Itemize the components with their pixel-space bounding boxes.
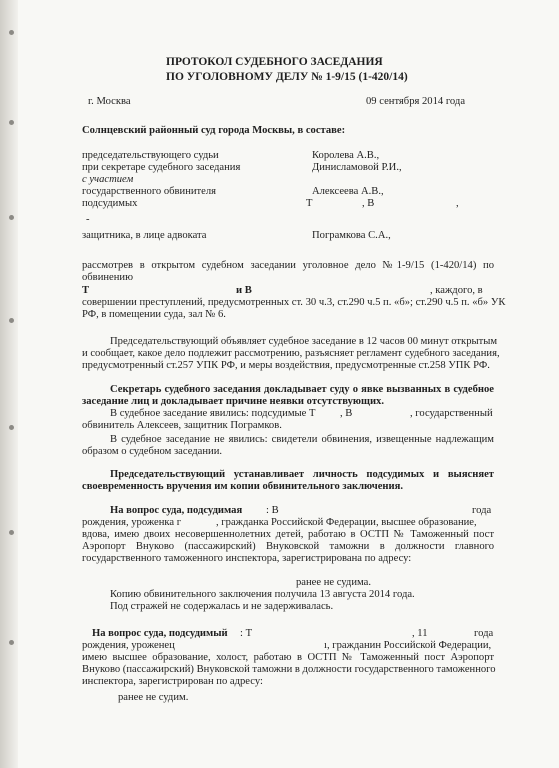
p6-line: Внуково (пассажирский) Внуковской таможни в должности государственного таможенного xyxy=(82,664,496,675)
defendant-1: Т xyxy=(306,198,313,209)
p3-line: , государственный xyxy=(410,408,493,419)
binding-hole xyxy=(9,640,14,645)
p1-line: рассмотрев в открытом судебном заседании уголовное дело №1-9/15 (1-420/14) по xyxy=(82,260,494,271)
p6-defendant: : Т xyxy=(240,628,253,639)
p4-heading: своевременность вручения им копии обвинительного заключения. xyxy=(82,481,403,492)
p1-line: РФ, в помещении суда, зал № 6. xyxy=(82,309,226,320)
p3-heading: Секретарь судебного заседания докладывает суду о явке вызванных в судебное xyxy=(110,384,494,395)
p6-heading: На вопрос суда, подсудимый xyxy=(92,628,228,639)
p5-defendant: : В xyxy=(266,505,279,516)
p5-heading: На вопрос суда, подсудимая xyxy=(110,505,243,516)
p5-line: Аэропорт Внуково (пассажирский) Внуковской таможни в должности главного xyxy=(82,541,494,552)
p5-line: вдова, имею двоих несовершеннолетних детей, работаю в ОСТП № Таможенный пост xyxy=(82,529,494,540)
p6-line: имею высшее образование, холост, работаю в ОСТП № Таможенный пост Аэропорт xyxy=(82,652,494,663)
binding-hole xyxy=(9,530,14,535)
p3-line: В судебное заседание явились: подсудимые Т xyxy=(110,408,316,419)
defender-name: Пограмкова С.А., xyxy=(312,230,391,241)
secretary-name: Динисламовой Р.И., xyxy=(312,162,402,173)
defendant-2: , В xyxy=(362,198,375,209)
chair-label: председательствующего судьи xyxy=(82,150,219,161)
binding-hole xyxy=(9,318,14,323)
p5-line: , гражданка Российской Федерации, высшее образование, xyxy=(216,517,477,528)
p6-line: инспектора, зарегистрирован по адресу: xyxy=(82,676,263,687)
with-participation: с участием xyxy=(82,174,134,185)
doc-title: ПРОТОКОЛ СУДЕБНОГО ЗАСЕДАНИЯ xyxy=(166,56,383,68)
binding-hole xyxy=(9,215,14,220)
p3-line: обвинитель Алексеев, защитник Пограмков. xyxy=(82,420,282,431)
p6-line: ı, гражданин Российской Федерации, xyxy=(324,640,492,651)
p3-line: , В xyxy=(340,408,353,419)
chair-name: Королева А.В., xyxy=(312,150,380,161)
secretary-label: при секретаре судебного заседания xyxy=(82,162,241,173)
p6-year: года xyxy=(474,628,494,639)
p3-line: В судебное заседание не явились: свидетели обвинения, извещенные надлежащим xyxy=(110,434,494,445)
city: г. Москва xyxy=(88,96,131,107)
p1-defendant-1: Т xyxy=(82,285,90,296)
p6-line: рождения, уроженец xyxy=(82,640,175,651)
defendant-end: , xyxy=(456,198,459,209)
p2-line: предусмотренный ст.257 УПК РФ, и меры воздействия, предусмотренные ст.258 УПК РФ. xyxy=(82,360,490,371)
p6-line: ранее не судим. xyxy=(118,692,189,703)
binding-hole xyxy=(9,120,14,125)
p3-heading: заседание лиц и докладывает причине неявки отсутствующих. xyxy=(82,396,384,407)
p5-line: Копию обвинительного заключения получила 13 августа 2014 года. xyxy=(110,589,415,600)
dash-mark: - xyxy=(86,214,90,225)
doc-subtitle: ПО УГОЛОВНОМУ ДЕЛУ № 1-9/15 (1-420/14) xyxy=(166,71,408,83)
p2-line: Председательствующий объявляет судебное заседание в 12 часов 00 минут открытым xyxy=(110,336,498,347)
binding-hole xyxy=(9,425,14,430)
p5-year: года xyxy=(472,505,492,516)
p1-line: , каждого, в xyxy=(430,285,483,296)
p1-line: обвинению xyxy=(82,272,133,283)
p5-line: рождения, уроженка г xyxy=(82,517,182,528)
prosecutor-name: Алексеева А.В., xyxy=(312,186,384,197)
prosecutor-label: государственного обвинителя xyxy=(82,186,217,197)
p5-line: государственного таможенного инспектора, зарегистрирована по адресу: xyxy=(82,553,412,564)
paper-edge xyxy=(0,0,18,768)
p6-day: , 11 xyxy=(412,628,428,639)
p1-line: совершении преступлений, предусмотренных ст. 30 ч.3, ст.290 ч.5 п. «б»; ст.290 ч.5 п. «б» УК xyxy=(82,297,506,308)
p5-line: ранее не судима. xyxy=(296,577,371,588)
court-line: Солнцевский районный суд города Москвы, в составе: xyxy=(82,125,346,136)
p3-line: образом о судебном заседании. xyxy=(82,446,223,457)
p4-heading: Председательствующий устанавливает личность подсудимых и выясняет xyxy=(110,469,494,480)
defendants-label: подсудимых xyxy=(82,198,138,209)
hearing-date: 09 сентября 2014 года xyxy=(366,96,466,107)
defender-label: защитника, в лице адвоката xyxy=(82,230,207,241)
p1-defendant-2: и В xyxy=(236,285,252,296)
binding-hole xyxy=(9,30,14,35)
p5-line: Под стражей не содержалась и не задерживалась. xyxy=(110,601,334,612)
p2-line: и сообщает, какое дело подлежит рассмотрению, разъясняет регламент судебного заседания, xyxy=(82,348,500,359)
